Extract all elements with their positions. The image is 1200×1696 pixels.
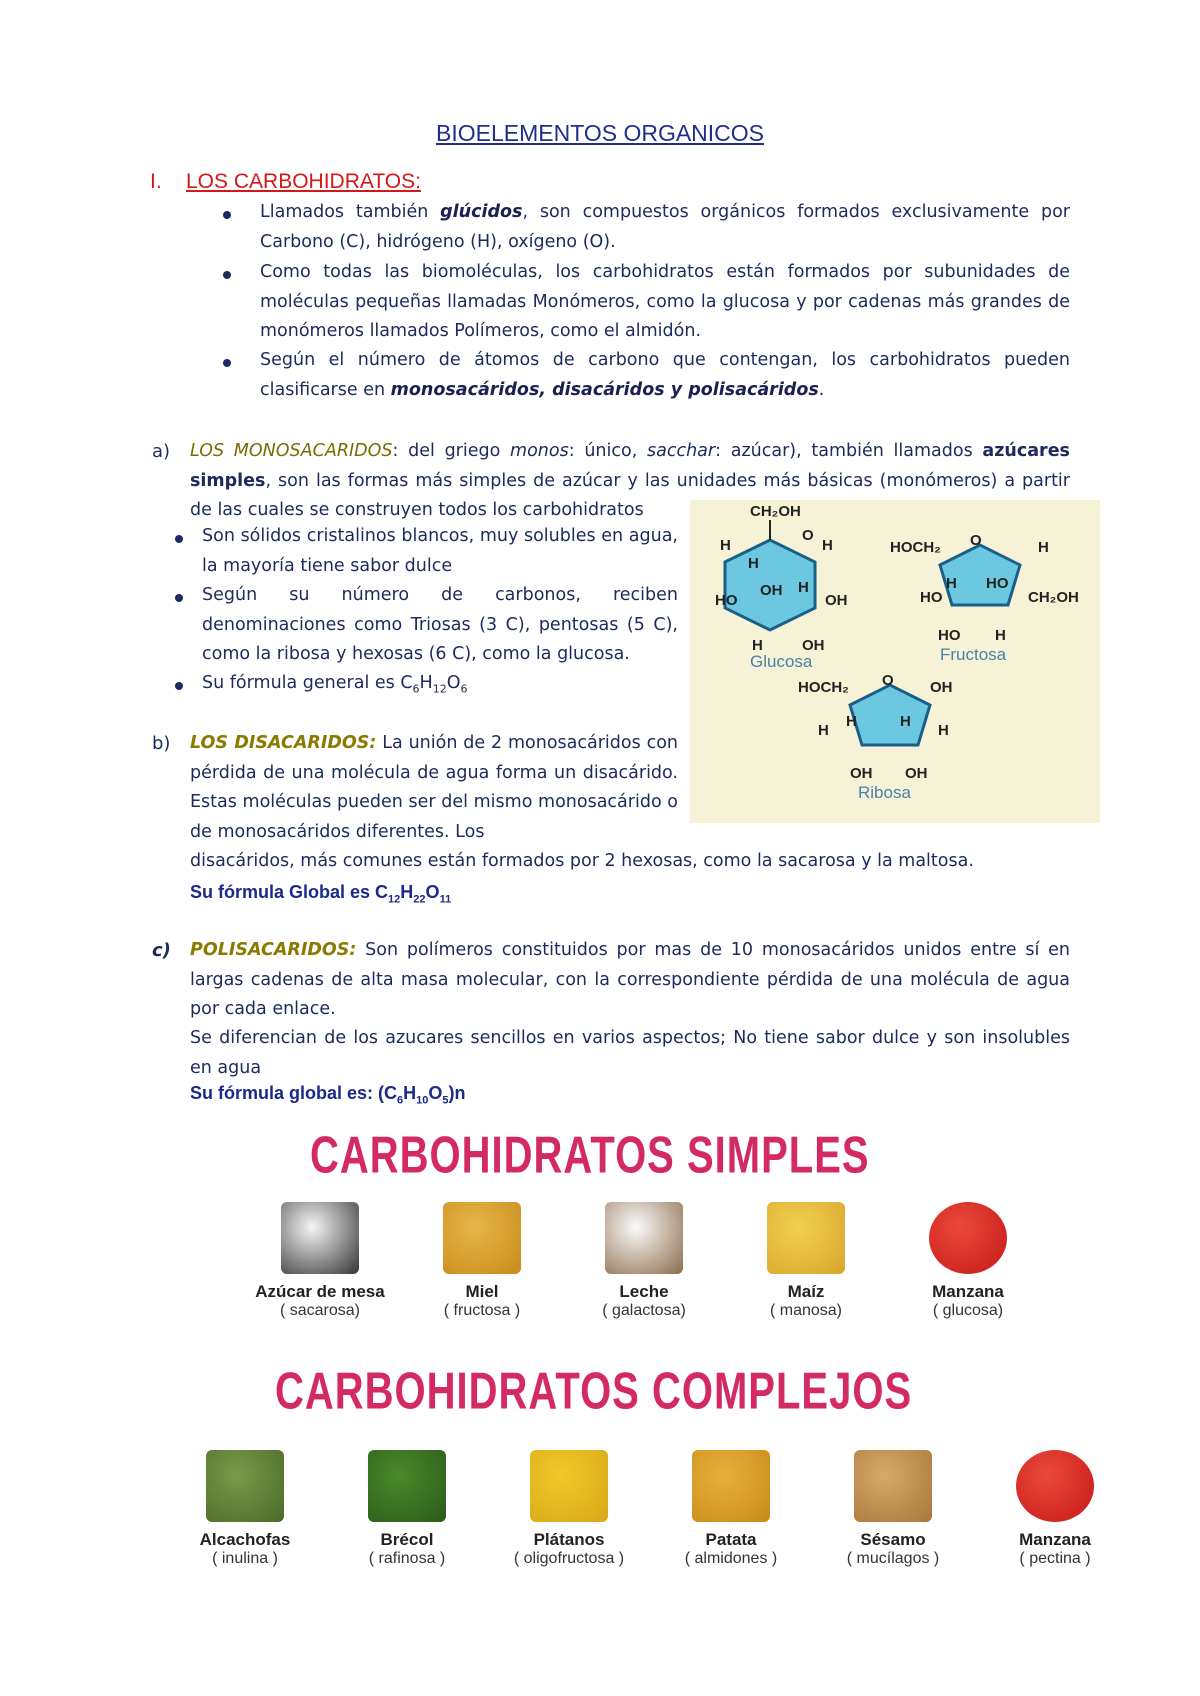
svg-text:HO: HO [938, 627, 961, 644]
svg-text:H: H [995, 627, 1006, 644]
food-image [206, 1450, 284, 1522]
poli-formula: Su fórmula global es: $(C_6H_{10}O_5)n$ [190, 1083, 466, 1107]
svg-text:OH: OH [930, 679, 953, 696]
food-name: Miel [465, 1282, 499, 1301]
food-image [929, 1202, 1007, 1274]
section-label: LOS CARBOHIDRATOS: [186, 170, 421, 193]
food-name: Maíz [787, 1282, 825, 1301]
food-name: Manzana [1019, 1530, 1091, 1549]
molecule-figure [690, 500, 1100, 823]
food-item [250, 1202, 390, 1320]
food-subtitle: ( pectina ) [1019, 1550, 1091, 1567]
item-letter: a) [152, 441, 171, 462]
food-item [985, 1450, 1125, 1568]
food-item [499, 1450, 639, 1568]
section-heading [150, 170, 421, 194]
text-run: monos [510, 441, 569, 461]
svg-text:OH: OH [802, 637, 825, 654]
svg-text:OH: OH [825, 592, 848, 609]
text-run: Son polímeros constituidos por mas de 10 monosacáridos unidos entre sí en largas cadenas de alta masa molecular, con la correspondiente pérdida de una molécula de agua por cada enlace. [190, 940, 1070, 1019]
text-run: : del griego [392, 441, 511, 461]
bullet-icon [175, 682, 183, 690]
food-name: Brécol [380, 1530, 434, 1549]
ribosa-label: Ribosa [858, 783, 911, 802]
bullet-paragraph [260, 346, 1070, 405]
food-image [281, 1202, 359, 1274]
svg-text:O: O [882, 672, 894, 689]
food-subtitle: ( galactosa) [602, 1302, 686, 1319]
svg-text:O: O [802, 527, 814, 544]
food-item [337, 1450, 477, 1568]
emphasis-text: monosacáridos, disacáridos y polisacáridos [390, 379, 819, 400]
food-subtitle: ( glucosa) [932, 1302, 1004, 1319]
fructosa-label: Fructosa [940, 645, 1007, 664]
food-name: Leche [619, 1282, 669, 1301]
svg-text:H: H [938, 722, 949, 739]
svg-text:OH: OH [760, 582, 783, 599]
food-item [661, 1450, 801, 1568]
mono-formula: Su fórmula general es $C_6H_{12}O_6$ [202, 673, 468, 696]
food-subtitle: ( manosa) [769, 1302, 843, 1319]
text-run: , son compuestos orgánicos formados exclusivamente por Carbono (C), hidrógeno (H), oxígeno (O). [260, 202, 1070, 252]
text-run: Según el número de átomos de carbono que contengan, los carbohidratos pueden clasificarse en [260, 350, 1070, 400]
svg-text:H: H [720, 537, 731, 554]
svg-text:HOCH₂: HOCH₂ [890, 539, 941, 556]
food-item [736, 1202, 876, 1320]
svg-text:H: H [822, 537, 833, 554]
di-paragraph-cont: disacáridos, más comunes están formados por 2 hexosas, como la sacarosa y la maltosa. [190, 851, 974, 871]
section-number: I. [150, 170, 162, 193]
food-image [767, 1202, 845, 1274]
text-run: Su fórmula global es: (C [190, 1083, 398, 1103]
simple-title: CARBOHIDRATOS SIMPLES [310, 1127, 870, 1185]
food-image [368, 1450, 446, 1522]
item-letter: b) [152, 733, 171, 754]
emphasis-text: glúcidos [440, 202, 523, 222]
food-item [898, 1202, 1038, 1320]
text-run: , son las formas más simples de azúcar y las unidades más básicas (monómeros) a partir de las cuales se construyen todos los carbohidratos [190, 470, 1070, 520]
svg-text:HOCH₂: HOCH₂ [798, 679, 849, 696]
food-item [175, 1450, 315, 1568]
food-image [443, 1202, 521, 1274]
glucosa-label: Glucosa [750, 652, 813, 671]
ribosa-ring [850, 685, 930, 745]
text-run: : único, [568, 441, 647, 461]
food-item [823, 1450, 963, 1568]
text-run: . [818, 379, 825, 400]
food-subtitle: ( oligofructosa ) [513, 1550, 625, 1567]
food-name: Alcachofas [199, 1530, 291, 1549]
sugar-structures-diagram [690, 500, 1100, 823]
food-subtitle: ( sacarosa) [279, 1302, 361, 1319]
poli-heading: POLISACARIDOS: [190, 940, 357, 960]
svg-text:CH₂OH: CH₂OH [1028, 589, 1079, 606]
svg-text:HO: HO [986, 575, 1009, 592]
svg-text:OH: OH [905, 765, 928, 782]
food-image [1016, 1450, 1094, 1522]
bullet-paragraph [260, 198, 1070, 257]
mono-item: Son sólidos cristalinos blancos, muy solubles en agua, la mayoría tiene sabor dulce [202, 526, 678, 576]
svg-text:O: O [970, 532, 982, 549]
food-name: Sésamo [860, 1530, 926, 1549]
food-subtitle: ( mucílagos ) [846, 1550, 940, 1567]
bullet-icon [223, 211, 231, 219]
bullet-paragraph: Como todas las biomoléculas, los carbohidratos están formados por subunidades de moléculas pequeñas llamadas Monómeros, como la glucosa y por cadenas más grandes de monómeros llamados Polímeros, como el almidón. [260, 262, 1070, 341]
text-run: : azúcar), también llamados [715, 441, 983, 461]
food-name: Patata [705, 1530, 757, 1549]
svg-text:OH: OH [850, 765, 873, 782]
carbohydrates-infographic [199, 1115, 1091, 1615]
complex-title: CARBOHIDRATOS COMPLEJOS [275, 1363, 913, 1421]
food-subtitle: ( inulina ) [212, 1550, 278, 1567]
food-name: Plátanos [533, 1530, 605, 1549]
svg-text:H: H [900, 713, 911, 730]
food-subtitle: ( rafinosa ) [368, 1550, 446, 1567]
svg-text:H: H [946, 575, 957, 592]
text-run: sacchar [647, 441, 716, 461]
svg-text:HO: HO [715, 592, 738, 609]
bullet-icon [223, 359, 231, 367]
food-subtitle: ( fructosa ) [443, 1302, 521, 1319]
food-image [854, 1450, 932, 1522]
food-item [412, 1202, 552, 1320]
poli-paragraph-2: Se diferencian de los azucares sencillos en varios aspectos; No tiene sabor dulce y son insolubles en agua [190, 1028, 1070, 1078]
food-image [530, 1450, 608, 1522]
text-run: Su fórmula general es C [202, 673, 413, 693]
di-heading: LOS DISACARIDOS: [190, 733, 377, 753]
text-run: La unión de 2 monosacáridos con pérdida de una molécula de agua forma un disacárido. Estas moléculas pueden ser del mismo monosacárido o de monosacáridos diferentes. Los [190, 733, 678, 842]
bullet-icon [223, 271, 231, 279]
food-image [605, 1202, 683, 1274]
text-run: Su fórmula Global es C [190, 882, 389, 902]
svg-text:H: H [798, 579, 809, 596]
svg-text:H: H [818, 722, 829, 739]
di-paragraph [190, 729, 678, 849]
food-item [574, 1202, 714, 1320]
page-title: BIOELEMENTOS ORGANICOS [435, 120, 765, 146]
food-image [692, 1450, 770, 1522]
di-formula: Su fórmula Global es $C_{12}H_{22}O_{11}$ [190, 882, 452, 906]
text-run: Llamados también [260, 202, 441, 222]
poli-paragraph [190, 936, 1070, 1025]
mono-item: Según su número de carbonos, reciben denominaciones como Triosas (3 C), pentosas (5 C), como la ribosa y hexosas (6 C), como la glucosa. [202, 585, 678, 664]
svg-text:H: H [846, 713, 857, 730]
bullet-icon [175, 535, 183, 543]
bold-text: azúcares simples [190, 441, 1070, 491]
mono-heading: LOS MONOSACARIDOS [190, 441, 393, 461]
food-name: Azúcar de mesa [255, 1282, 385, 1301]
food-name: Manzana [932, 1282, 1004, 1301]
svg-text:HO: HO [920, 589, 943, 606]
svg-text:H: H [1038, 539, 1049, 556]
svg-text:CH₂OH: CH₂OH [750, 503, 801, 520]
svg-text:H: H [748, 555, 759, 572]
svg-text:H: H [752, 637, 763, 654]
item-letter: c) [152, 940, 171, 961]
bullet-icon [175, 594, 183, 602]
food-subtitle: ( almidones ) [684, 1550, 778, 1567]
